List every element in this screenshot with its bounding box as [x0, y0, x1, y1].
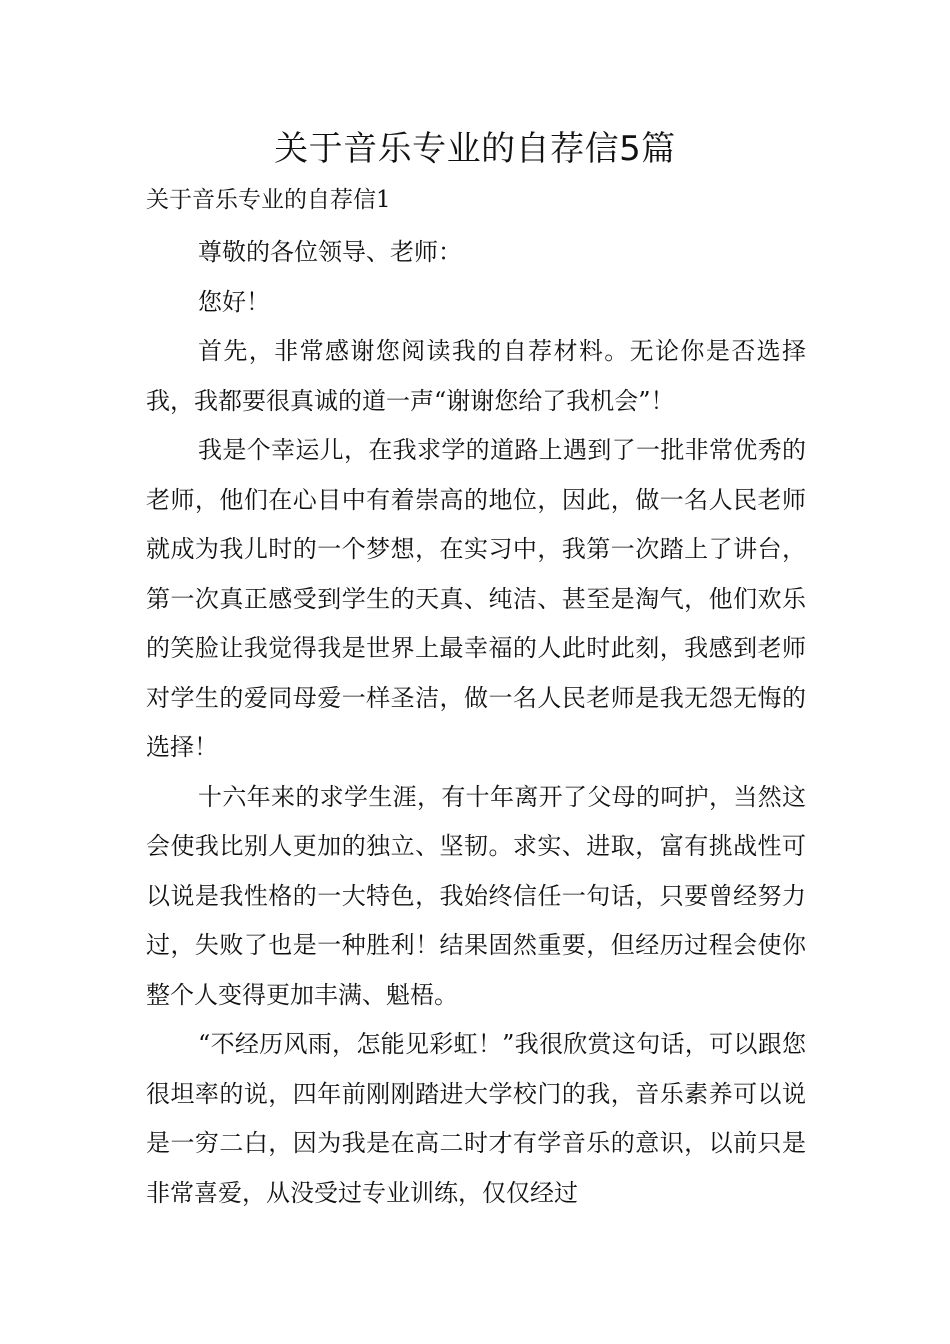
paragraph-teacher-dream: 我是个幸运儿，在我求学的道路上遇到了一批非常优秀的老师，他们在心目中有着崇高的地位，因此，做一名人民老师就成为我儿时的一个梦想，在实习中，我第一次踏上了讲台，第一次真正感受到学生的天真、纯洁、甚至是淘气，他们欢乐的笑脸让我觉得我是世界上最幸福的人此时此刻，我感到老师对学生的爱同母爱一样圣洁，做一名人民老师是我无怨无悔的选择！ [146, 436, 806, 761]
paragraph-thanks: 首先，非常感谢您阅读我的自荐材料。无论你是否选择我，我都要很真诚的道一声“谢谢您给了我机会”！ [146, 337, 806, 415]
paragraph-rainbow: “不经历风雨，怎能见彩虹！”我很欣赏这句话，可以跟您很坦率的说，四年前刚刚踏进大学校门的我，音乐素养可以说是一穷二白，因为我是在高二时才有学音乐的意识，以前只是非常喜爱，从没受过专业训练，仅仅经过 [146, 1030, 806, 1207]
paragraph-study-years: 十六年来的求学生涯，有十年离开了父母的呵护，当然这会使我比别人更加的独立、坚韧。求实、进取，富有挑战性可以说是我性格的一大特色，我始终信任一句话，只要曾经努力过，失败了也是一种胜利！结果固然重要，但经历过程会使你整个人变得更加丰满、魁梧。 [146, 782, 806, 1009]
greeting: 您好！ [198, 287, 270, 316]
letter-heading: 关于音乐专业的自荐信1 [146, 187, 391, 213]
document-title: 关于音乐专业的自荐信5篇 [274, 129, 676, 169]
letter-body [146, 228, 806, 1218]
salutation: 尊敬的各位领导、老师： [198, 238, 462, 266]
